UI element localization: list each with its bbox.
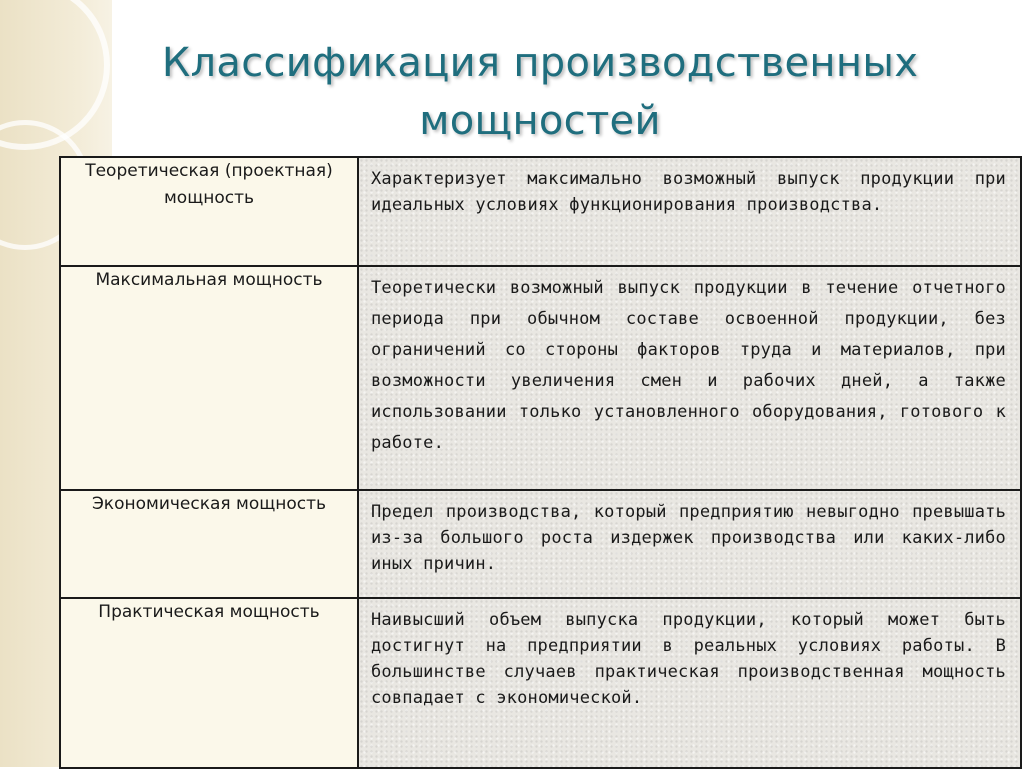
slide-title: Классификация производственных мощностей (161, 40, 919, 144)
table-row (60, 266, 1021, 490)
description-cell: Характеризует максимально возможный выпуск продукции при идеальных условиях функционирования производства. (358, 157, 1021, 266)
term-cell: Теоретическая (проектная) мощность (60, 157, 358, 266)
term-cell: Практическая мощность (60, 598, 358, 768)
table-row (60, 157, 1021, 266)
term-cell: Экономическая мощность (60, 490, 358, 598)
description-cell: Наивысший объем выпуска продукции, который может быть достигнут на предприятии в реальных условиях работы. В большинстве случаев практическая производственная мощность совпадает с экономической. (358, 598, 1021, 768)
description-cell: Теоретически возможный выпуск продукции в течение отчетного периода при обычном составе освоенной продукции, без ограничений со стороны факторов труда и материалов, при возможности увеличения смен и рабочих дней, а также использовании только установленного оборудования, готового к работе. (358, 266, 1021, 490)
classification-table (59, 156, 1022, 769)
table-row (60, 598, 1021, 768)
term-cell: Максимальная мощность (60, 266, 358, 490)
description-cell: Предел производства, который предприятию невыгодно превышать из-за большого роста издержек производства или каких-либо иных причин. (358, 490, 1021, 598)
table-row (60, 490, 1021, 598)
